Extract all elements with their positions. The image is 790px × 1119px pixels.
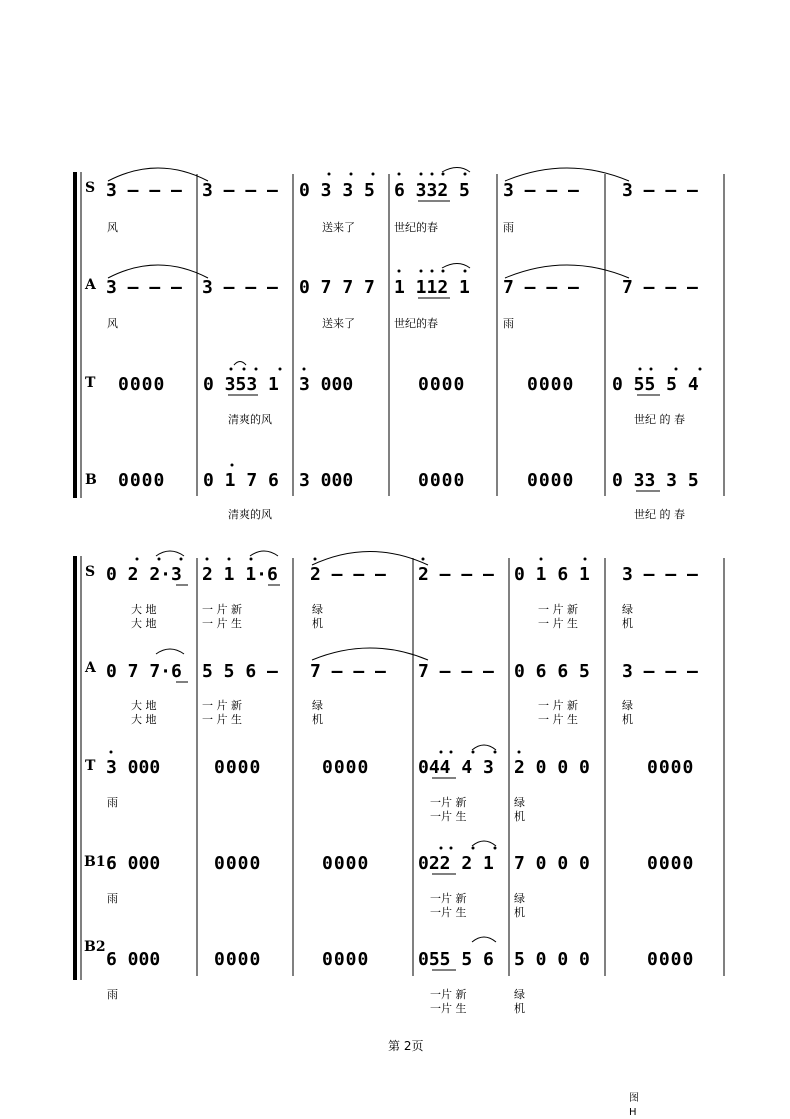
lyric: 一片 新 xyxy=(430,892,467,905)
lyric: 一片 新 xyxy=(430,988,467,1001)
lyric: 雨 xyxy=(107,796,118,809)
lyric: 清爽的风 xyxy=(228,413,272,426)
lyric: 绿 xyxy=(514,796,525,809)
measure-notes: 0000 xyxy=(647,853,695,874)
staff-tenor xyxy=(85,362,702,427)
lyric: 机 xyxy=(312,713,323,726)
lyric: 大 地 xyxy=(131,699,157,712)
lyric: 一 片 新 xyxy=(538,603,578,616)
lyric: 机 xyxy=(622,713,633,726)
part-label: S xyxy=(85,180,96,196)
measure-notes: 7 – – – xyxy=(622,277,698,298)
measure-notes: 0000 xyxy=(527,374,575,395)
measure-notes: 0 7 7·6 xyxy=(106,661,182,682)
measure-notes: 0000 xyxy=(322,853,370,874)
measure-notes: 0000 xyxy=(214,949,262,970)
slur-arc xyxy=(442,264,470,269)
lyric: 雨 xyxy=(107,892,118,905)
slur-arc xyxy=(156,649,184,654)
slur-arc xyxy=(442,168,470,173)
lyric: 绿 xyxy=(514,892,525,905)
measure-notes: 3 – – – xyxy=(622,180,698,201)
staff-bass-1 xyxy=(84,841,694,919)
measure-notes: 2 1 1·6 xyxy=(202,564,278,585)
lyric: 一片 生 xyxy=(430,1002,467,1015)
measure-notes: 3 – – – xyxy=(202,277,278,298)
measure-notes: 2 – – – xyxy=(418,564,494,585)
lyric: 绿 xyxy=(622,603,633,616)
part-label: A xyxy=(85,277,96,293)
staff-soprano xyxy=(85,168,698,235)
measure-notes: 0000 xyxy=(214,853,262,874)
lyrics-line xyxy=(131,698,633,726)
lyric: 绿 xyxy=(622,699,633,712)
lyric: 一 片 生 xyxy=(202,713,242,726)
measure-notes: 3 – – – xyxy=(106,277,182,298)
staff-bass xyxy=(85,464,699,522)
lyric: 绿 xyxy=(312,699,323,712)
staff-soprano xyxy=(85,551,698,630)
part-label: B2 xyxy=(84,939,106,955)
measure-notes: 0000 xyxy=(527,470,575,491)
staff-alto xyxy=(84,648,698,726)
measure-notes: 3 – – – xyxy=(106,180,182,201)
measure-notes: 0000 xyxy=(118,470,166,491)
slur-arc xyxy=(234,362,246,366)
measure-notes: 3 – – – xyxy=(202,180,278,201)
measure-notes: 0000 xyxy=(214,757,262,778)
edge-mark: H xyxy=(629,1107,637,1118)
slur-arc xyxy=(472,745,496,750)
measure-notes: 3 – – – xyxy=(503,180,579,201)
staff-tenor xyxy=(85,745,694,823)
lyric: 一 片 生 xyxy=(538,713,578,726)
lyric: 世纪 的 春 xyxy=(634,508,685,521)
measure-notes: 0000 xyxy=(118,374,166,395)
measure-notes: 0 55 5 4 xyxy=(612,374,699,395)
part-label: B1 xyxy=(84,854,106,870)
lyric: 大 地 xyxy=(131,603,157,616)
lyric: 清爽的风 xyxy=(228,508,272,521)
measure-notes: 0 6 6 5 xyxy=(514,661,590,682)
measure-notes: 3 000 xyxy=(299,374,354,395)
lyric: 绿 xyxy=(514,988,525,1001)
lyric: 机 xyxy=(622,617,633,630)
lyric: 一 片 生 xyxy=(538,617,578,630)
measure-notes: 5 5 6 – xyxy=(202,661,278,682)
measure-notes: 0000 xyxy=(418,374,466,395)
lyric: 风 xyxy=(107,221,118,234)
measure-notes: 7 – – – xyxy=(418,661,494,682)
lyric: 雨 xyxy=(503,221,514,234)
page-number: 第 2页 xyxy=(388,1039,424,1053)
system-bracket xyxy=(73,172,77,498)
measure-notes: 3 – – – xyxy=(622,564,698,585)
lyric: 机 xyxy=(514,1002,525,1015)
measure-notes: 022 2 1 xyxy=(418,853,494,874)
measure-notes: 0000 xyxy=(322,949,370,970)
system-1 xyxy=(73,168,724,522)
measure-notes: 3 000 xyxy=(106,757,161,778)
lyric: 风 xyxy=(107,317,118,330)
lyric: 大 地 xyxy=(131,713,157,726)
system-2 xyxy=(73,551,724,1015)
measure-notes: 3 000 xyxy=(299,470,354,491)
lyric: 一片 生 xyxy=(430,906,467,919)
measure-notes: 3 – – – xyxy=(622,661,698,682)
measure-notes: 2 0 0 0 xyxy=(514,757,590,778)
measure-notes: 6 000 xyxy=(106,853,161,874)
lyric: 大 地 xyxy=(131,617,157,630)
measure-notes: 0 3 3 5 xyxy=(299,180,375,201)
measure-notes: 0000 xyxy=(322,757,370,778)
lyric: 一片 新 xyxy=(430,796,467,809)
slur-arc xyxy=(250,551,278,556)
lyrics-line xyxy=(131,602,633,630)
part-label: T xyxy=(85,375,96,391)
slur-arc xyxy=(472,841,496,846)
lyric: 一 片 生 xyxy=(202,617,242,630)
measure-notes: 044 4 3 xyxy=(418,757,494,778)
part-label: A xyxy=(85,660,96,676)
lyric: 世纪的春 xyxy=(394,221,438,234)
lyric: 雨 xyxy=(503,317,514,330)
lyric: 一 片 新 xyxy=(202,699,242,712)
tie-arc xyxy=(312,648,428,660)
measure-notes: 0 33 3 5 xyxy=(612,470,699,491)
measure-notes: 0 353 1 xyxy=(203,374,279,395)
measure-notes: 0 1 7 6 xyxy=(203,470,279,491)
measure-notes: 055 5 6 xyxy=(418,949,494,970)
lyric: 一片 生 xyxy=(430,810,467,823)
lyric: 一 片 新 xyxy=(202,603,242,616)
part-label: T xyxy=(85,758,96,774)
slur-arc xyxy=(156,551,184,556)
part-label: B xyxy=(85,472,97,488)
lyric: 世纪的春 xyxy=(394,317,438,330)
measure-notes: 2 – – – xyxy=(310,564,386,585)
lyric: 送来了 xyxy=(322,317,355,330)
measure-notes: 1 112 1 xyxy=(394,277,470,298)
measure-notes: 0000 xyxy=(647,949,695,970)
measure-notes: 6 332 5 xyxy=(394,180,470,201)
measure-notes: 7 – – – xyxy=(503,277,579,298)
measure-notes: 7 0 0 0 xyxy=(514,853,590,874)
lyric: 送来了 xyxy=(322,221,355,234)
lyric: 机 xyxy=(514,810,525,823)
measure-notes: 7 – – – xyxy=(310,661,386,682)
staff-bass-2 xyxy=(84,937,694,1015)
lyric: 机 xyxy=(514,906,525,919)
measure-notes: 0000 xyxy=(418,470,466,491)
lyric: 机 xyxy=(312,617,323,630)
measure-notes: 0 1 6 1 xyxy=(514,564,590,585)
measure-notes: 6 000 xyxy=(106,949,161,970)
lyric: 一 片 新 xyxy=(538,699,578,712)
lyric: 世纪 的 春 xyxy=(634,413,685,426)
measure-notes: 0 2 2·3 xyxy=(106,564,182,585)
lyric: 雨 xyxy=(107,988,118,1001)
measure-notes: 0000 xyxy=(647,757,695,778)
lyric: 绿 xyxy=(312,603,323,616)
tie-arc xyxy=(312,552,428,566)
measure-notes: 5 0 0 0 xyxy=(514,949,590,970)
system-bracket xyxy=(73,556,77,980)
edge-mark: 图 xyxy=(629,1093,639,1104)
staff-alto xyxy=(84,264,698,331)
slur-arc xyxy=(472,937,496,942)
measure-notes: 0 7 7 7 xyxy=(299,277,375,298)
part-label: S xyxy=(85,564,96,580)
